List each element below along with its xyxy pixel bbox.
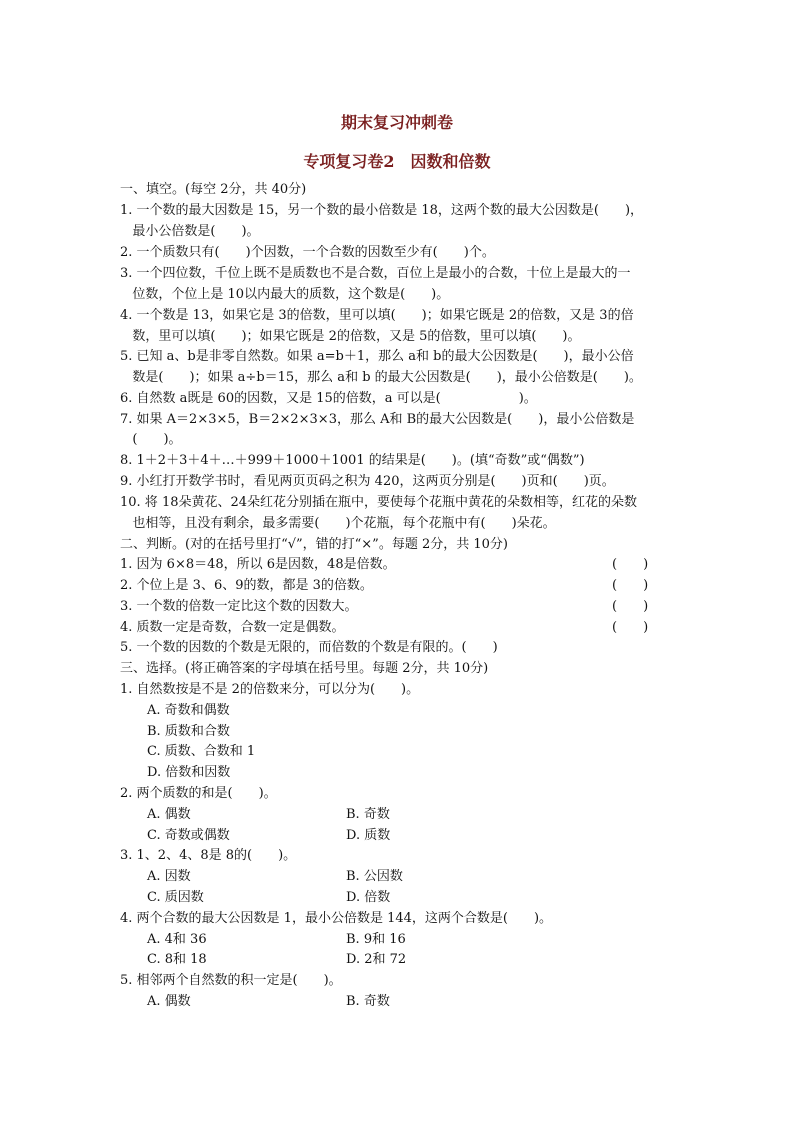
- judge-question: 1. 因为 6×8＝48，所以 6是因数，48是倍数。: [120, 557, 396, 572]
- section1-heading: 一、填空。(每空 2分，共 40分): [120, 182, 307, 197]
- choice-option: A. 偶数: [147, 807, 191, 822]
- choice-option: A. 偶数: [147, 994, 191, 1009]
- choice-option: D. 质数: [346, 828, 391, 843]
- choice-option: B. 9和 16: [346, 932, 406, 947]
- fill-question-line: 9. 小红打开数学书时，看见两页页码之积为 420，这两页分别是( )页和( )页。: [120, 474, 615, 489]
- choice-option: A. 奇数和偶数: [147, 703, 230, 718]
- choice-option: A. 因数: [147, 869, 191, 884]
- fill-question-line: 位数，个位上是 10以内最大的质数，这个数是( )。: [120, 287, 450, 302]
- fill-question-line: 5. 已知 a、b是非零自然数。如果 a=b＋1，那么 a和 b的最大公因数是( )，最小公倍: [120, 349, 634, 364]
- fill-question-line: 数是( )；如果 a÷b＝15，那么 a和 b 的最大公因数是( )，最小公倍数是( )。: [120, 370, 642, 385]
- choice-question-stem: 1. 自然数按是不是 2的倍数来分，可以分为( )。: [120, 682, 420, 697]
- answer-bracket[interactable]: ( ): [612, 578, 649, 593]
- answer-bracket[interactable]: ( ): [612, 557, 649, 572]
- choice-option: B. 奇数: [346, 807, 390, 822]
- judge-question: 5. 一个数的因数的个数是无限的，而倍数的个数是有限的。( ): [120, 640, 498, 655]
- section2-heading: 二、判断。(对的在括号里打“√”，错的打“×”。每题 2分，共 10分): [120, 537, 508, 552]
- choice-question-stem: 2. 两个质数的和是( )。: [120, 786, 277, 801]
- choice-question-stem: 4. 两个合数的最大公因数是 1，最小公倍数是 144，这两个合数是( )。: [120, 911, 553, 926]
- choice-option: C. 8和 18: [147, 952, 207, 967]
- choice-question-stem: 3. 1、2、4、8是 8的( )。: [120, 848, 297, 863]
- choice-option: D. 倍数和因数: [147, 765, 231, 780]
- choice-option: A. 4和 36: [147, 932, 207, 947]
- fill-question-line: 最小公倍数是( )。: [120, 224, 260, 239]
- exam-subtitle: 专项复习卷2 因数和倍数: [303, 152, 491, 171]
- fill-question-line: 3. 一个四位数，千位上既不是质数也不是合数，百位上是最小的合数，十位上是最大的一: [120, 266, 631, 281]
- choice-option: B. 质数和合数: [147, 724, 230, 739]
- fill-question-line: 6. 自然数 a既是 60的因数，又是 15的倍数，a 可以是( )。: [120, 391, 537, 406]
- judge-question: 4. 质数一定是奇数，合数一定是偶数。: [120, 620, 345, 635]
- fill-question-line: 8. 1＋2＋3＋4＋…＋999＋1000＋1001 的结果是( )。(填“奇数”或“偶数”): [120, 453, 585, 468]
- fill-question-line: 也相等，且没有剩余，最多需要( )个花瓶，每个花瓶中有( )朵花。: [120, 516, 556, 531]
- exam-title: 期末复习冲刺卷: [340, 113, 453, 132]
- fill-question-line: 10. 将 18朵黄花、24朵红花分别插在瓶中，要使每个花瓶中黄花的朵数相等，红花的朵数: [120, 495, 638, 510]
- choice-option: D. 倍数: [346, 890, 391, 905]
- answer-bracket[interactable]: ( ): [612, 599, 649, 614]
- section3-heading: 三、选择。(将正确答案的字母填在括号里。每题 2分，共 10分): [120, 661, 489, 676]
- fill-question-line: 4. 一个数是 13，如果它是 3的倍数，里可以填( )；如果它既是 2的倍数，又是 3的倍: [120, 308, 634, 323]
- fill-question-line: 7. 如果 A＝2×3×5，B＝2×2×3×3，那么 A和 B的最大公因数是( )，最小公倍数是: [120, 412, 635, 427]
- choice-question-stem: 5. 相邻两个自然数的积一定是( )。: [120, 973, 342, 988]
- choice-option: C. 质数、合数和 1: [147, 744, 256, 759]
- fill-question-line: 1. 一个数的最大因数是 15，另一个数的最小倍数是 18，这两个数的最大公因数是( )，: [120, 203, 644, 218]
- choice-option: C. 奇数或偶数: [147, 828, 230, 843]
- choice-option: D. 2和 72: [346, 952, 407, 967]
- fill-question-line: 数，里可以填( )；如果它既是 2的倍数，又是 5的倍数，里可以填( )。: [120, 329, 581, 344]
- choice-option: B. 奇数: [346, 994, 390, 1009]
- choice-option: C. 质因数: [147, 890, 204, 905]
- judge-question: 3. 一个数的倍数一定比这个数的因数大。: [120, 599, 358, 614]
- answer-bracket[interactable]: ( ): [612, 620, 649, 635]
- choice-option: B. 公因数: [346, 869, 403, 884]
- fill-question-line: ( )。: [120, 432, 182, 447]
- fill-question-line: 2. 一个质数只有( )个因数，一个合数的因数至少有( )个。: [120, 245, 495, 260]
- judge-question: 2. 个位上是 3、6、9的数，都是 3的倍数。: [120, 578, 373, 593]
